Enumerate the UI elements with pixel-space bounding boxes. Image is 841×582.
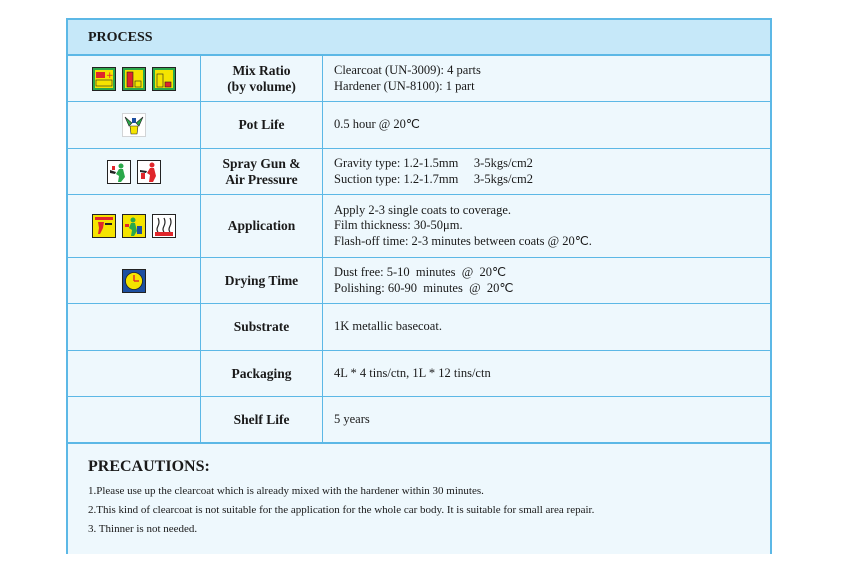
- row-value: [323, 195, 770, 257]
- row-label: [201, 351, 323, 396]
- value-line: 5 years: [334, 411, 370, 426]
- spray-coats-icon: [92, 214, 116, 238]
- process-sheet: [66, 18, 772, 554]
- precaution-line: 1.Please use up the clearcoat which is already mixed with the hardener within 30 minutes.: [88, 485, 484, 497]
- value-line: Hardener (UN-8100): 1 part: [334, 78, 475, 93]
- row-shelf-life: [68, 397, 770, 444]
- row-label: [201, 149, 323, 194]
- row-application: [68, 195, 770, 258]
- icon-cell: [68, 351, 201, 396]
- row-packaging: [68, 351, 770, 397]
- icon-cell: [68, 397, 201, 442]
- precaution-line: 3. Thinner is not needed.: [88, 523, 198, 535]
- row-spray-gun: [68, 149, 770, 195]
- row-label: [201, 195, 323, 257]
- row-mix-ratio: [68, 56, 770, 102]
- label-line: Mix Ratio: [232, 62, 291, 78]
- label-line: (by volume): [227, 78, 296, 94]
- icon-cell: [68, 56, 201, 101]
- icon-cell: [68, 195, 201, 257]
- value-line: Suction type: 1.2-1.7mm 3-5kgs/cm2: [334, 171, 533, 186]
- label-line: Spray Gun &: [222, 155, 301, 171]
- section-title: PROCESS: [88, 30, 153, 45]
- row-drying-time: [68, 258, 770, 304]
- value-line: 0.5 hour @ 20℃: [334, 117, 420, 132]
- label-line: Air Pressure: [225, 171, 298, 187]
- mix-ratio-bars-1-icon: [152, 67, 176, 91]
- row-substrate: [68, 304, 770, 351]
- label-line: Application: [227, 218, 296, 233]
- gravity-spray-gun-icon: [107, 160, 131, 184]
- precaution-line: 2.This kind of clearcoat is not suitable for the application for the whole car body. It is suitable for small area repair.: [88, 504, 595, 516]
- value-line: Polishing: 60-90 minutes @ 20℃: [334, 280, 514, 295]
- value-line: Film thickness: 30-50μm.: [334, 218, 463, 233]
- value-line: 1K metallic basecoat.: [334, 319, 442, 334]
- precautions-section: [68, 444, 770, 554]
- process-header: [68, 20, 770, 56]
- row-value: [323, 102, 770, 148]
- value-line: Clearcoat (UN-3009): 4 parts: [334, 63, 481, 77]
- row-label: [201, 56, 323, 101]
- suction-spray-gun-icon: [137, 160, 161, 184]
- label-line: Shelf Life: [233, 411, 290, 427]
- row-value: [323, 397, 770, 442]
- label-line: Substrate: [233, 319, 290, 334]
- icon-cell: [68, 258, 201, 303]
- row-label: [201, 102, 323, 148]
- value-line: 4L * 4 tins/ctn, 1L * 12 tins/ctn: [334, 365, 491, 380]
- flash-off-icon: [152, 214, 176, 238]
- row-value: [323, 56, 770, 101]
- spray-operator-icon: [122, 214, 146, 238]
- clock-icon: [122, 269, 146, 293]
- pot-life-icon: [122, 113, 146, 137]
- row-value: [323, 149, 770, 194]
- svg-text:+: +: [106, 70, 114, 81]
- row-value: [323, 258, 770, 303]
- label-line: Drying Time: [224, 272, 299, 288]
- icon-cell: [68, 304, 201, 350]
- label-line: Pot Life: [238, 117, 285, 132]
- label-line: Packaging: [231, 365, 292, 381]
- row-label: [201, 258, 323, 303]
- value-line: Dust free: 5-10 minutes @ 20℃: [334, 265, 507, 279]
- row-label: [201, 397, 323, 442]
- row-label: [201, 304, 323, 350]
- row-value: [323, 304, 770, 350]
- icon-cell: [68, 102, 201, 148]
- value-line: Flash-off time: 2-3 minutes between coats @ 20℃.: [334, 233, 592, 248]
- mix-ratio-plus-icon: [92, 67, 116, 91]
- row-pot-life: [68, 102, 770, 149]
- precautions-title: PRECAUTIONS:: [88, 458, 210, 475]
- row-value: [323, 351, 770, 396]
- value-line: Apply 2-3 single coats to coverage.: [334, 202, 512, 217]
- icon-cell: [68, 149, 201, 194]
- value-line: Gravity type: 1.2-1.5mm 3-5kgs/cm2: [334, 156, 533, 170]
- mix-ratio-bars-4-icon: [122, 67, 146, 91]
